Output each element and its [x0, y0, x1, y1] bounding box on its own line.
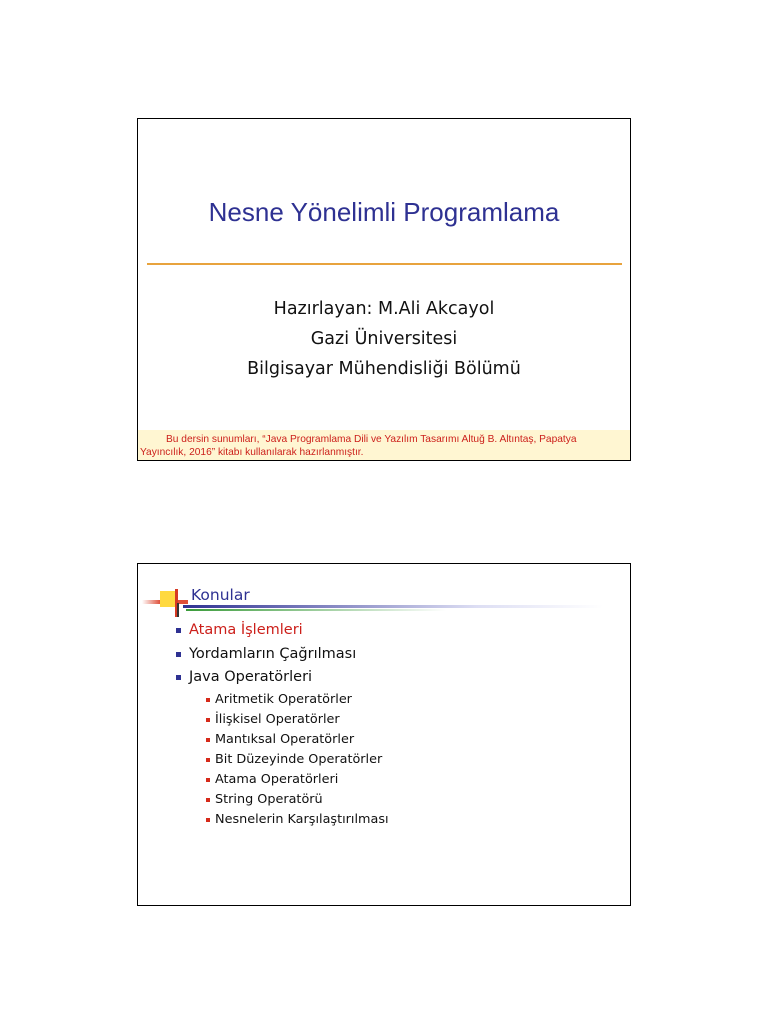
slide-title: Nesne Yönelimli Programlama	[208, 197, 560, 227]
bullet-icon	[206, 758, 210, 762]
title-divider	[147, 263, 622, 265]
title-decoration-yellow	[160, 591, 176, 607]
sublist-item: Aritmetik Operatörler	[206, 690, 389, 710]
bullet-icon	[206, 798, 210, 802]
sublist-item: String Operatörü	[206, 790, 389, 810]
sublist-item: İlişkisel Operatörler	[206, 710, 389, 730]
source-note-line2: Yayıncılık, 2016” kitabı kullanılarak hazırlanmıştır.	[140, 447, 364, 458]
bullet-icon	[206, 698, 210, 702]
department-line: Bilgisayar Mühendisliği Bölümü	[247, 359, 521, 379]
topics-list	[174, 619, 389, 830]
bullet-icon	[206, 718, 210, 722]
source-note	[138, 430, 630, 460]
title-underline-green	[186, 609, 446, 611]
list-item: Java Operatörleri Aritmetik Operatörler İlişkisel Operatörler Mantıksal Operatörler Bit Düzeyinde Operatörler Atama Operatörleri String Operatörü Nesnelerin Karşılaştırılması	[174, 666, 389, 830]
title-underline-blue	[183, 605, 603, 608]
topics-slide	[137, 563, 631, 906]
bullet-icon	[176, 675, 181, 680]
university-line: Gazi Üniversitesi	[310, 329, 458, 349]
sublist-item: Mantıksal Operatörler	[206, 730, 389, 750]
bullet-icon	[206, 818, 210, 822]
sublist-item: Atama Operatörleri	[206, 770, 389, 790]
sublist-item: Nesnelerin Karşılaştırılması	[206, 810, 389, 830]
topics-title: Konular	[191, 586, 250, 604]
bullet-icon	[176, 652, 181, 657]
author-block	[138, 294, 630, 384]
author-line: Hazırlayan: M.Ali Akcayol	[273, 299, 495, 319]
title-slide	[137, 118, 631, 461]
source-note-line1: Bu dersin sunumları, “Java Programlama Dili ve Yazılım Tasarımı Altuğ B. Altıntaş, Papatya	[166, 434, 577, 445]
list-item: Atama İşlemleri	[174, 619, 389, 643]
bullet-icon	[206, 778, 210, 782]
operators-sublist	[206, 690, 389, 830]
bullet-icon	[206, 738, 210, 742]
title-decoration-dark	[177, 603, 179, 617]
list-item: Yordamların Çağrılması	[174, 643, 389, 667]
sublist-item: Bit Düzeyinde Operatörler	[206, 750, 389, 770]
bullet-icon	[176, 628, 181, 633]
